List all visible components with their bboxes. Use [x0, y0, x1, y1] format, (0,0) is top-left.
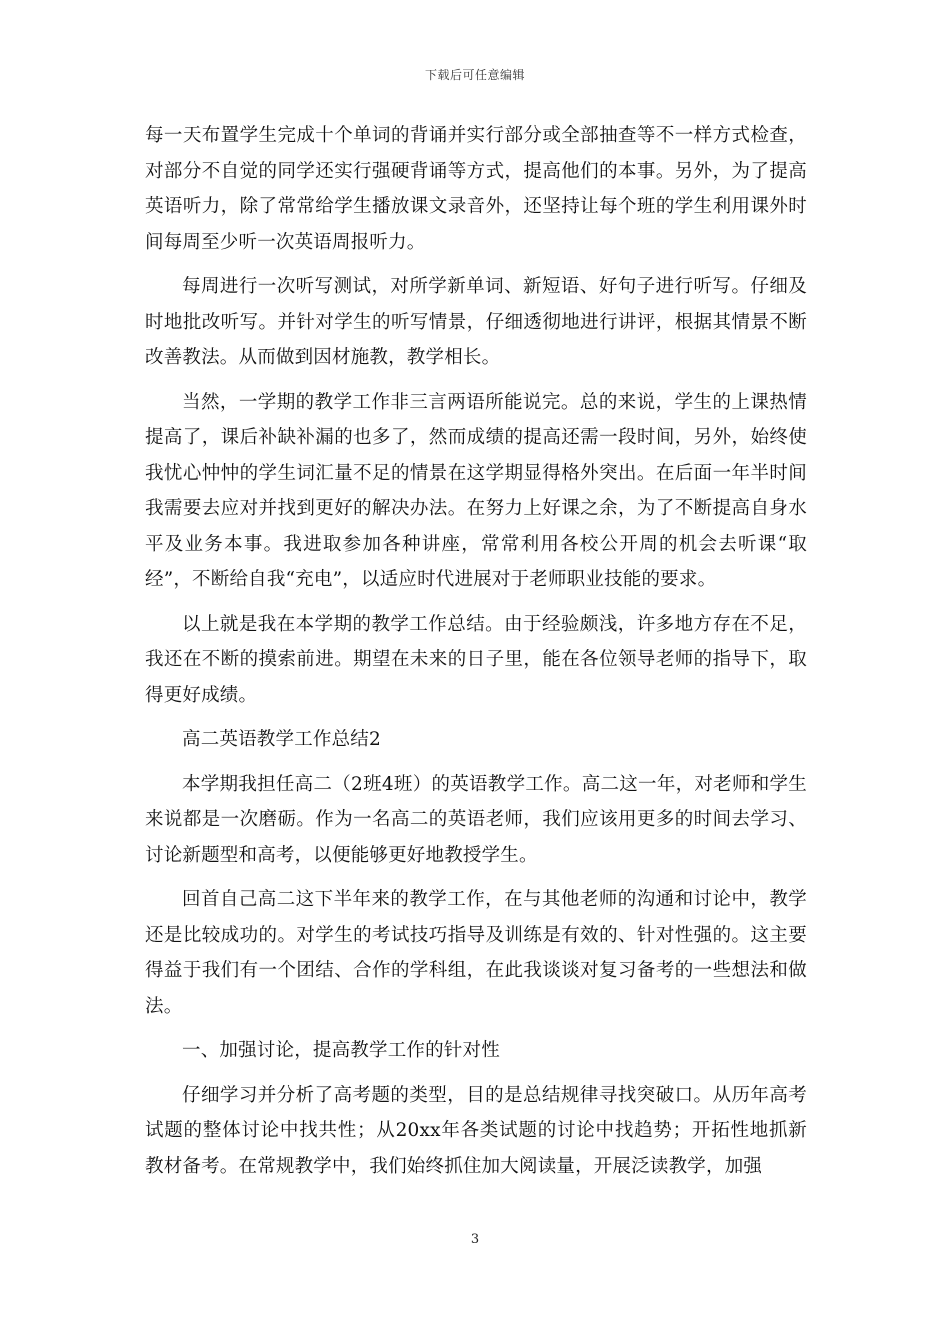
document-body — [145, 118, 807, 1193]
paragraph-2: 每周进行一次听写测试，对所学新单词、新短语、好句子进行听写。仔细及时地批改听写。并针对学生的听写情景，仔细透彻地进行讲评，根据其情景不断改善教法。从而做到因材施教，教学相长。 — [145, 276, 807, 368]
page-header: 下载后可任意编辑 — [424, 68, 525, 82]
page-number: 3 — [470, 1232, 480, 1247]
subsection-heading: 一、加强讨论，提高教学工作的针对性 — [182, 1040, 500, 1061]
paragraph-6: 回首自己高二这下半年来的教学工作，在与其他老师的沟通和讨论中，教学还是比较成功的。对学生的考试技巧指导及训练是有效的、针对性强的。这主要得益于我们有一个团结、合作的学科组，在此我谈谈对复习备考的一些想法和做法。 — [145, 889, 807, 1017]
section-title: 高二英语教学工作总结2 — [182, 729, 381, 750]
paragraph-1: 每一天布置学生完成十个单词的背诵并实行部分或全部抽查等不一样方式检查，对部分不自觉的同学还实行强硬背诵等方式，提高他们的本事。另外，为了提高英语听力，除了常常给学生播放课文录音外，还坚持让每个班的学生利用课外时间每周至少听一次英语周报听力。 — [145, 125, 807, 253]
paragraph-7: 仔细学习并分析了高考题的类型，目的是总结规律寻找突破口。从历年高考试题的整体讨论中找共性；从20xx年各类试题的讨论中找趋势；开拓性地抓新教材备考。在常规教学中，我们始终抓住加大阅读量，开展泛读教学，加强 — [145, 1084, 807, 1177]
paragraph-3: 当然，一学期的教学工作非三言两语所能说完。总的来说，学生的上课热情提高了，课后补缺补漏的也多了，然而成绩的提高还需一段时间，另外，始终使我忧心忡忡的学生词汇量不足的情景在这学期显得格外突出。在后面一年半时间我需要去应对并找到更好的解决办法。在努力上好课之余，为了不断提高自身水平及业务本事。我进取参加各种讲座，常常利用各校公开周的机会去听课“取经”，不断给自我“充电”，以适应时代进展对于老师职业技能的要求。 — [145, 391, 807, 590]
paragraph-4: 以上就是我在本学期的教学工作总结。由于经验颇浅，许多地方存在不足，我还在不断的摸索前进。期望在未来的日子里，能在各位领导老师的指导下，取得更好成绩。 — [145, 613, 807, 706]
paragraph-5: 本学期我担任高二（2班4班）的英语教学工作。高二这一年，对老师和学生来说都是一次磨砺。作为一名高二的英语老师，我们应该用更多的时间去学习、讨论新题型和高考，以便能够更好地教授学生。 — [145, 773, 807, 866]
